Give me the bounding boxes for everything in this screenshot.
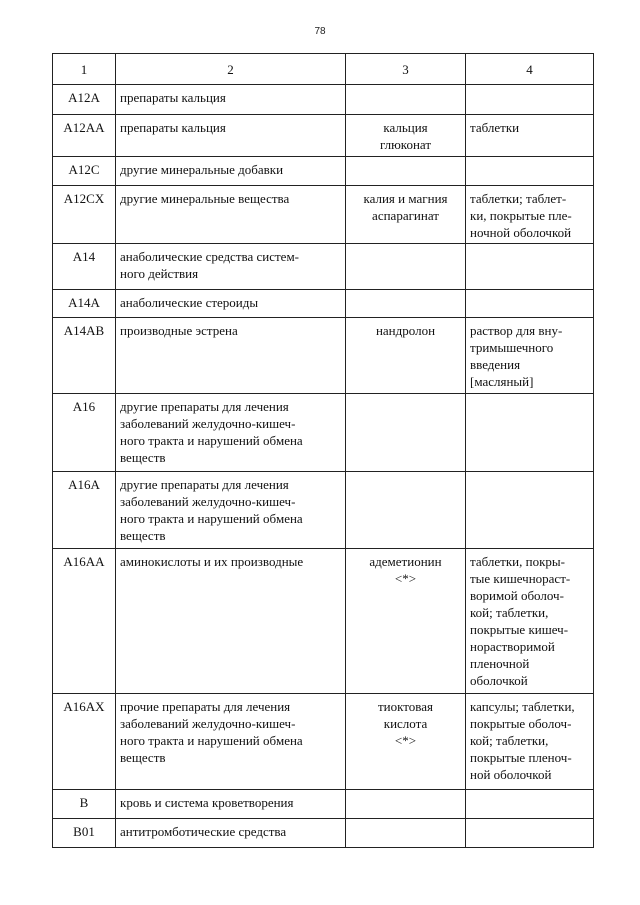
- drug-list-table: [52, 53, 594, 848]
- table-row: [53, 694, 594, 790]
- forms-cell: таблетки: [466, 115, 594, 157]
- code-cell: A12A: [53, 85, 116, 115]
- table-row: [53, 157, 594, 186]
- code-cell: B: [53, 790, 116, 819]
- name-cell: кровь и система кроветворения: [116, 790, 346, 819]
- substance-cell: нандролон: [346, 318, 466, 394]
- forms-cell: капсулы; таблетки, покрытые оболоч- кой; таблетки, покрытые пленоч- ной оболочкой: [466, 694, 594, 790]
- header-cell-forms: 4: [466, 54, 594, 85]
- name-cell: производные эстрена: [116, 318, 346, 394]
- code-cell: A12C: [53, 157, 116, 186]
- forms-cell: раствор для вну- тримышечного введения [масляный]: [466, 318, 594, 394]
- header-cell-name: 2: [116, 54, 346, 85]
- name-cell: антитромботические средства: [116, 819, 346, 848]
- substance-cell: [346, 85, 466, 115]
- table-row: [53, 85, 594, 115]
- substance-cell: кальция глюконат: [346, 115, 466, 157]
- name-cell: другие препараты для лечения заболеваний желудочно-кишеч- ного тракта и нарушений обмена веществ: [116, 394, 346, 472]
- table-row: [53, 819, 594, 848]
- name-cell: другие препараты для лечения заболеваний желудочно-кишеч- ного тракта и нарушений обмена веществ: [116, 472, 346, 549]
- code-cell: A14AB: [53, 318, 116, 394]
- forms-cell: [466, 244, 594, 290]
- table-row: [53, 790, 594, 819]
- forms-cell: [466, 157, 594, 186]
- header-cell-substance: 3: [346, 54, 466, 85]
- code-cell: A16AA: [53, 549, 116, 694]
- table-row: [53, 244, 594, 290]
- forms-cell: [466, 85, 594, 115]
- name-cell: другие минеральные добавки: [116, 157, 346, 186]
- code-cell: A14A: [53, 290, 116, 318]
- table-row: [53, 290, 594, 318]
- table-row: [53, 115, 594, 157]
- code-cell: A16: [53, 394, 116, 472]
- forms-cell: [466, 472, 594, 549]
- forms-cell: [466, 790, 594, 819]
- name-cell: препараты кальция: [116, 115, 346, 157]
- forms-cell: [466, 819, 594, 848]
- name-cell: анаболические стероиды: [116, 290, 346, 318]
- substance-cell: калия и магния аспарагинат: [346, 186, 466, 244]
- forms-cell: [466, 394, 594, 472]
- substance-cell: [346, 472, 466, 549]
- substance-cell: тиоктовая кислота <*>: [346, 694, 466, 790]
- forms-cell: таблетки; таблет- ки, покрытые пле- ночной оболочкой: [466, 186, 594, 244]
- substance-cell: [346, 157, 466, 186]
- code-cell: A12AA: [53, 115, 116, 157]
- forms-cell: таблетки, покры- тые кишечнораст- воримой оболоч- кой; таблетки, покрытые кишеч- норастворимой пленочной оболочкой: [466, 549, 594, 694]
- code-cell: A16A: [53, 472, 116, 549]
- code-cell: A16AX: [53, 694, 116, 790]
- table-body: [53, 54, 594, 848]
- name-cell: препараты кальция: [116, 85, 346, 115]
- table-row: [53, 472, 594, 549]
- code-cell: B01: [53, 819, 116, 848]
- page-number: 78: [314, 26, 326, 37]
- name-cell: анаболические средства систем- ного действия: [116, 244, 346, 290]
- substance-cell: [346, 790, 466, 819]
- name-cell: другие минеральные вещества: [116, 186, 346, 244]
- substance-cell: адеметионин <*>: [346, 549, 466, 694]
- table-row: [53, 394, 594, 472]
- table-row: [53, 186, 594, 244]
- substance-cell: [346, 290, 466, 318]
- name-cell: прочие препараты для лечения заболеваний желудочно-кишеч- ного тракта и нарушений обмена веществ: [116, 694, 346, 790]
- table-row: [53, 318, 594, 394]
- substance-cell: [346, 819, 466, 848]
- substance-cell: [346, 244, 466, 290]
- header-row: [53, 54, 594, 85]
- code-cell: A14: [53, 244, 116, 290]
- code-cell: A12CX: [53, 186, 116, 244]
- substance-cell: [346, 394, 466, 472]
- table-row: [53, 549, 594, 694]
- forms-cell: [466, 290, 594, 318]
- header-cell-code: 1: [53, 54, 116, 85]
- name-cell: аминокислоты и их производные: [116, 549, 346, 694]
